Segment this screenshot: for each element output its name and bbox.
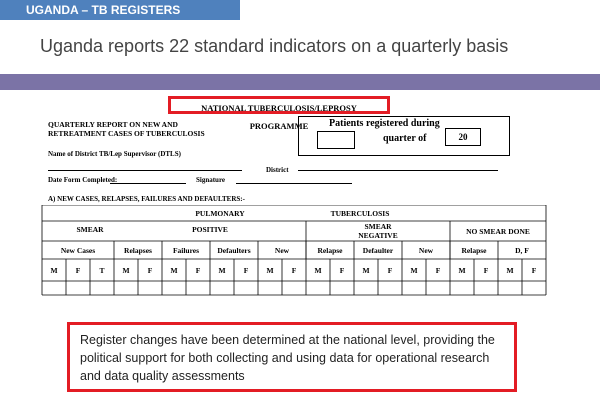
group-label: Relapse bbox=[461, 246, 487, 255]
report-title bbox=[48, 120, 205, 138]
programme-title: NATIONAL TUBERCULOSIS/LEPROSY PROGRAMME bbox=[168, 96, 390, 114]
smear-negative-label-a: SMEAR bbox=[364, 222, 392, 231]
group-label: Relapse bbox=[317, 246, 343, 255]
sex-label: M bbox=[122, 266, 130, 275]
sex-label: F bbox=[243, 266, 249, 275]
sex-label: M bbox=[218, 266, 226, 275]
quarter-input-box bbox=[317, 131, 355, 149]
sex-label: F bbox=[531, 266, 537, 275]
year-input-box: 20 bbox=[445, 128, 481, 146]
group-label: New Cases bbox=[60, 246, 96, 255]
tuberculosis-label: TUBERCULOSIS bbox=[330, 209, 390, 218]
quarter-of-label: quarter of bbox=[383, 133, 427, 144]
cases-table bbox=[40, 205, 552, 310]
district-label: District bbox=[266, 166, 289, 174]
sex-label: F bbox=[387, 266, 393, 275]
sex-label: M bbox=[170, 266, 178, 275]
no-smear-label: NO SMEAR DONE bbox=[466, 227, 530, 236]
patients-registered-label: Patients registered during bbox=[329, 118, 440, 129]
sex-label: M bbox=[314, 266, 322, 275]
callout-box: Register changes have been determined at the national level, providing the political support for both collecting and using data for operational research and data quality assessments bbox=[67, 322, 517, 392]
sex-label: M bbox=[266, 266, 274, 275]
sex-label: F bbox=[483, 266, 489, 275]
section-header: UGANDA – TB REGISTERS bbox=[0, 0, 240, 20]
pulmonary-label: PULMONARY bbox=[195, 209, 245, 218]
district-line bbox=[298, 170, 498, 171]
sex-label: M bbox=[362, 266, 370, 275]
report-title-line1: QUARTERLY REPORT ON NEW AND bbox=[48, 120, 178, 129]
sex-label: F bbox=[195, 266, 201, 275]
group-label: D, F bbox=[515, 246, 529, 255]
supervisor-line bbox=[48, 170, 242, 171]
group-label: Defaulters bbox=[217, 246, 251, 255]
sex-label: F bbox=[435, 266, 441, 275]
date-line bbox=[110, 183, 186, 184]
sex-label: T bbox=[99, 266, 105, 275]
sex-label: M bbox=[410, 266, 418, 275]
sex-label: F bbox=[339, 266, 345, 275]
divider-band bbox=[0, 74, 600, 90]
register-form-image bbox=[40, 90, 560, 310]
sex-label: F bbox=[75, 266, 81, 275]
sex-label: F bbox=[147, 266, 153, 275]
supervisor-label: Name of District TB/Lep Supervisor (DTLS) bbox=[48, 150, 181, 158]
sex-label: F bbox=[291, 266, 297, 275]
cases-table-grid bbox=[40, 205, 552, 305]
patients-registered-box bbox=[298, 116, 510, 156]
group-label: New bbox=[274, 246, 290, 255]
sex-label: M bbox=[458, 266, 466, 275]
group-label: Defaulter bbox=[362, 246, 394, 255]
report-title-line2: RETREATMENT CASES OF TUBERCULOSIS bbox=[48, 129, 205, 138]
signature-line bbox=[236, 183, 352, 184]
group-label: Failures bbox=[172, 246, 200, 255]
smear-negative-label-b: NEGATIVE bbox=[358, 231, 398, 240]
group-label: Relapses bbox=[124, 246, 152, 255]
smear-positive-label-b: POSITIVE bbox=[192, 225, 228, 234]
section-a-title: A) NEW CASES, RELAPSES, FAILURES AND DEFAULTERS:- bbox=[48, 195, 245, 203]
group-label: New bbox=[418, 246, 434, 255]
sex-label: M bbox=[50, 266, 58, 275]
date-label: Date Form Completed: bbox=[48, 176, 118, 184]
smear-positive-label-a: SMEAR bbox=[76, 225, 104, 234]
signature-label: Signature bbox=[196, 176, 226, 184]
slide-title: Uganda reports 22 standard indicators on a quarterly basis bbox=[40, 36, 509, 56]
sex-label: M bbox=[506, 266, 514, 275]
